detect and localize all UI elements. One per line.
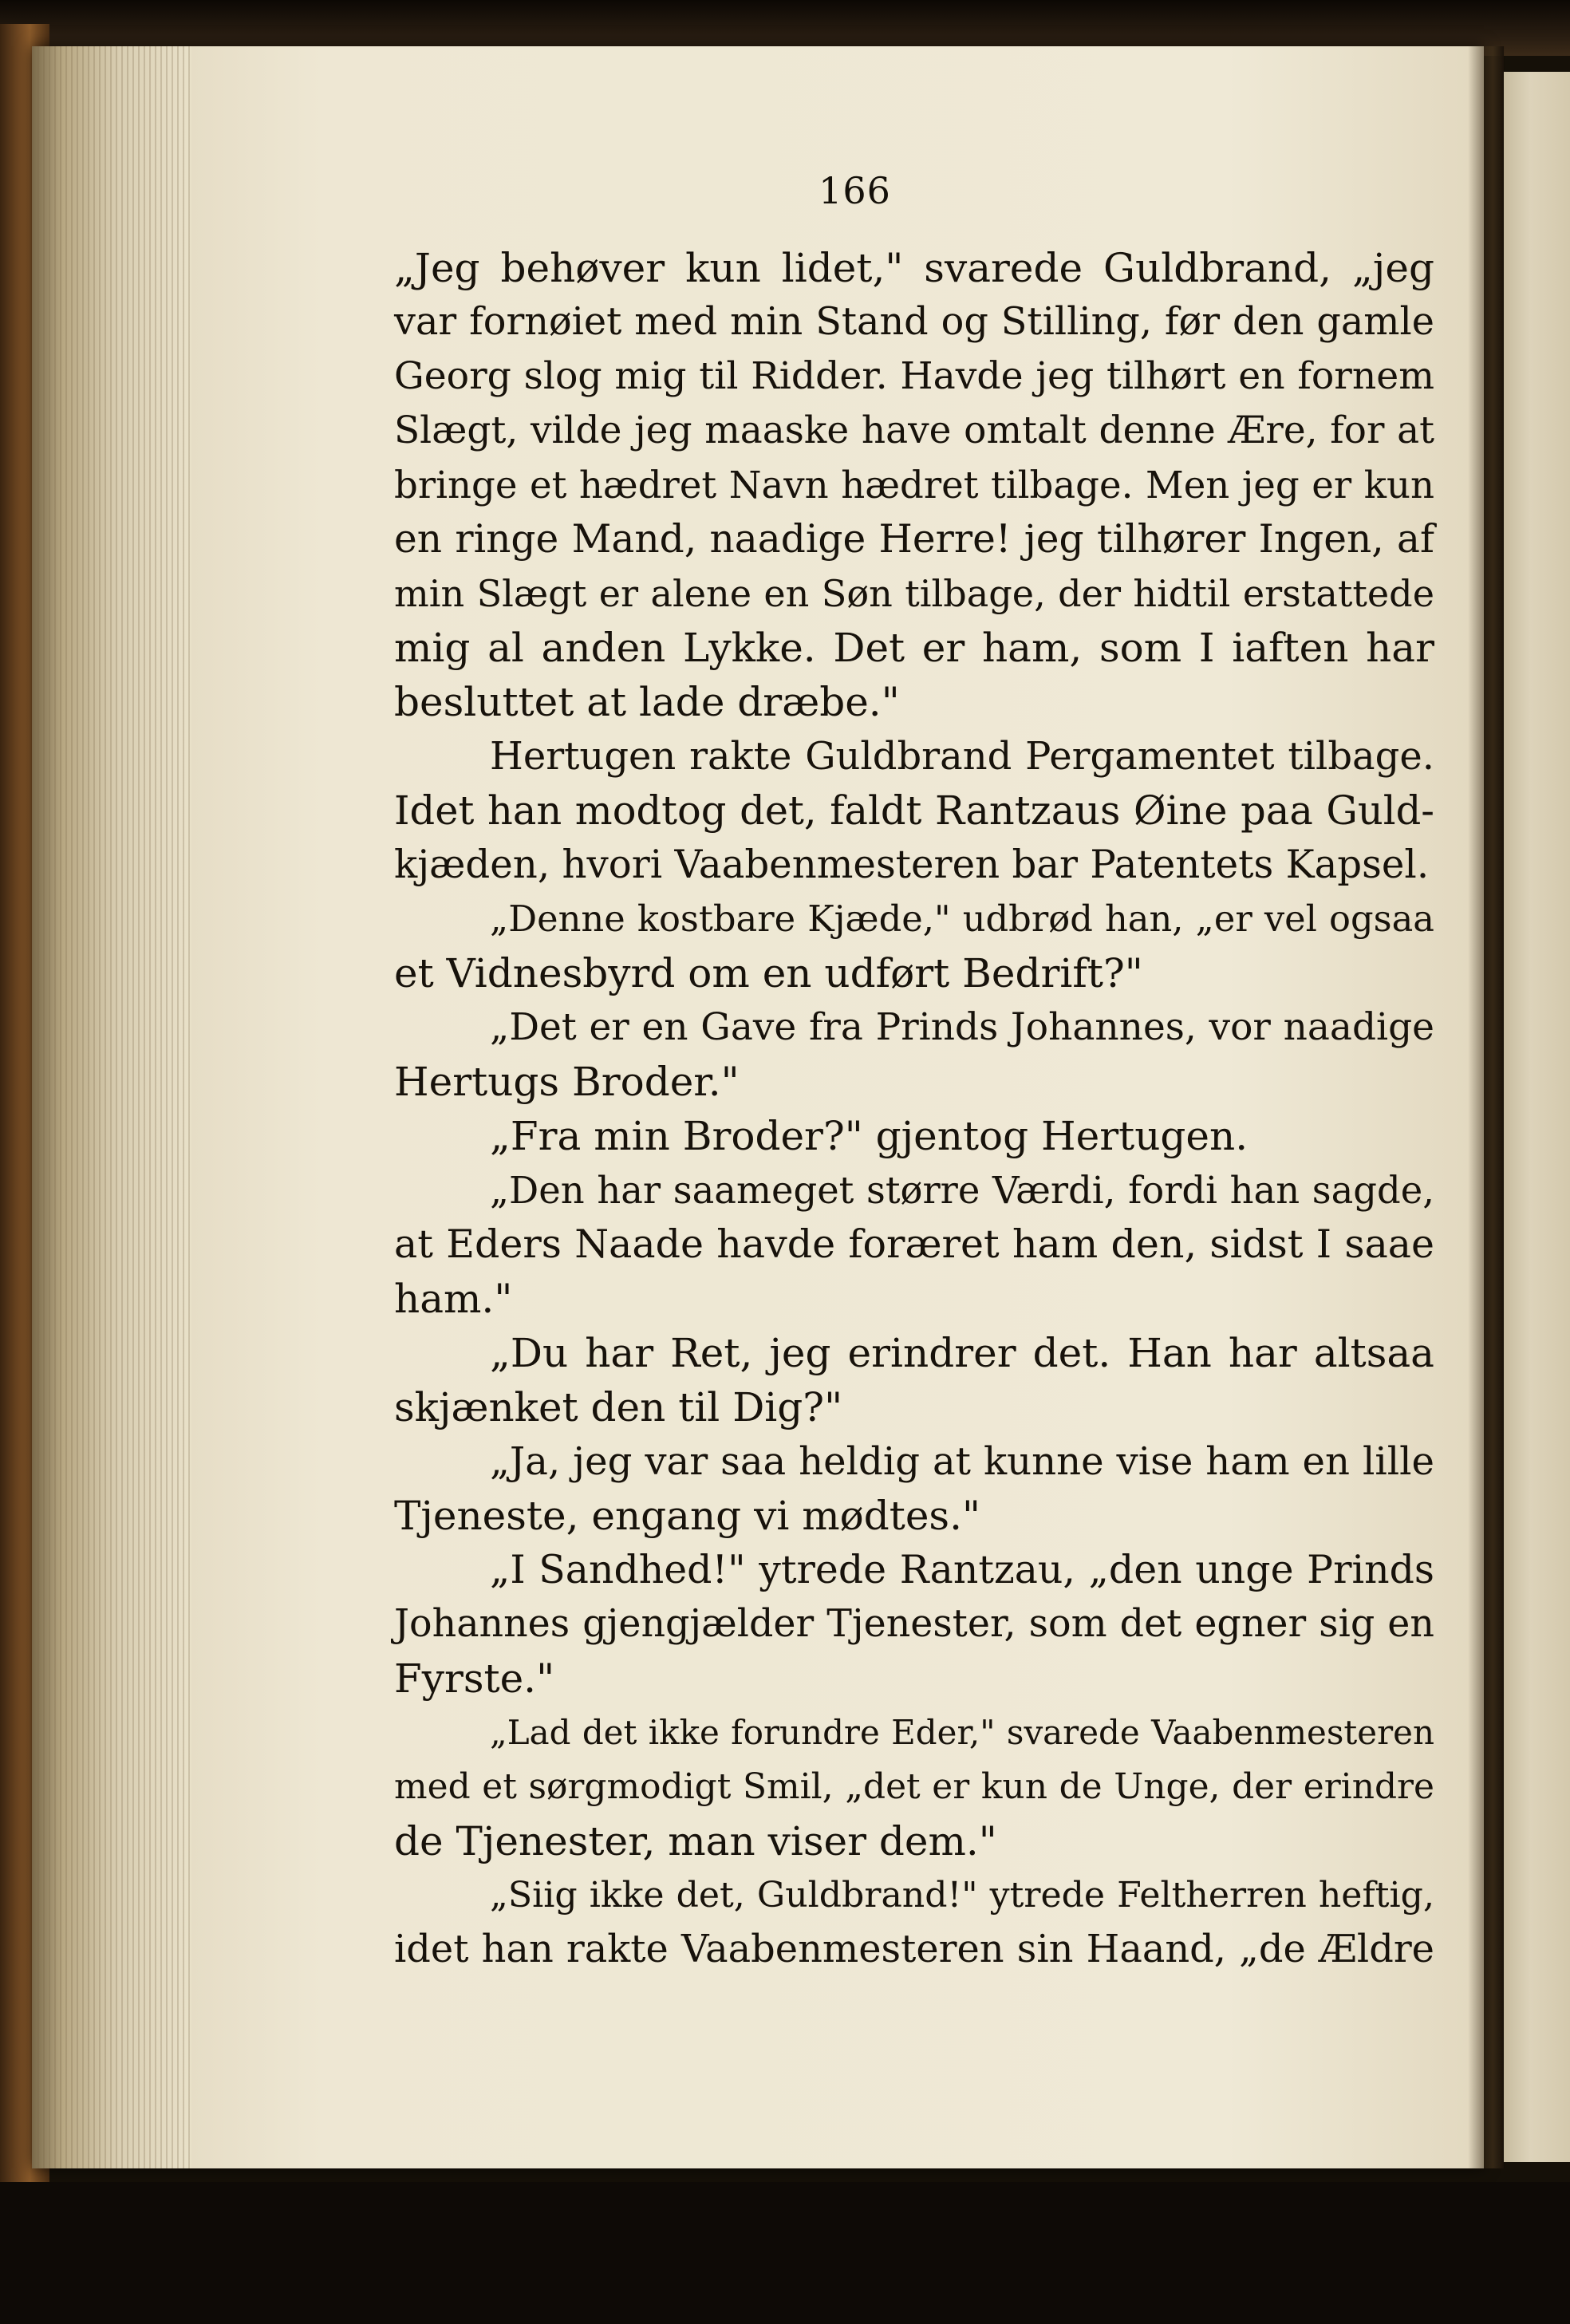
text-line: var fornøiet med min Stand og Stilling, før den gamle xyxy=(394,300,1434,344)
text-line: „Den har saameget større Værdi, fordi han sagde, xyxy=(490,1169,1434,1212)
text-line: de Tjenester, man viser dem." xyxy=(394,1818,997,1864)
text-line: „I Sandhed!" ytrede Rantzau, „den unge Prinds xyxy=(490,1547,1434,1592)
book-gutter xyxy=(1468,46,1504,2168)
text-line: Hertugs Broder." xyxy=(394,1059,740,1105)
page-number: 166 xyxy=(819,169,891,212)
text-line: „Fra min Broder?" gjentog Hertugen. xyxy=(490,1113,1249,1159)
text-line: skjænket den til Dig?" xyxy=(394,1384,843,1430)
text-line: „Siig ikke det, Guldbrand!" ytrede Feltherren heftig, xyxy=(490,1875,1434,1916)
text-line: „Jeg behøver kun lidet," svarede Guldbrand, „jeg xyxy=(394,245,1434,291)
book-bottom-shadow xyxy=(0,2182,1570,2324)
text-line: at Eders Naade havde foræret ham den, sidst I saae xyxy=(394,1221,1434,1267)
text-line: med et sørgmodigt Smil, „det er kun de Unge, der erindre xyxy=(394,1766,1434,1807)
text-line: Idet han modtog det, faldt Rantzaus Øine paa Guld- xyxy=(394,787,1434,834)
text-line: Fyrste." xyxy=(394,1655,555,1702)
text-line: mig al anden Lykke. Det er ham, som I iaften har xyxy=(394,625,1434,671)
text-line: „Det er en Gave fra Prinds Johannes, vor naadige xyxy=(490,1005,1434,1049)
text-line: kjæden, hvori Vaabenmesteren bar Patentets Kapsel. xyxy=(394,842,1430,887)
text-line: besluttet at lade dræbe." xyxy=(394,679,900,725)
text-line: Slægt, vilde jeg maaske have omtalt denne Ære, for at xyxy=(394,408,1434,452)
page-text xyxy=(394,241,1434,1977)
text-line: „Ja, jeg var saa heldig at kunne vise ham en lille xyxy=(490,1439,1434,1484)
text-line: „Du har Ret, jeg erindrer det. Han har altsaa xyxy=(490,1330,1434,1376)
text-line: Tjeneste, engang vi mødtes." xyxy=(394,1493,980,1539)
page-edges xyxy=(32,46,191,2168)
text-line: en ringe Mand, naadige Herre! jeg tilhører Ingen, af xyxy=(394,517,1434,562)
text-line: idet han rakte Vaabenmesteren sin Haand, „de Ældre xyxy=(394,1927,1434,1971)
text-line: Johannes gjengjælder Tjenester, som det egner sig en xyxy=(394,1602,1434,1646)
text-line: ham." xyxy=(394,1276,513,1322)
text-line: Georg slog mig til Ridder. Havde jeg tilhørt en fornem xyxy=(394,354,1434,398)
text-line: bringe et hædret Navn hædret tilbage. Men jeg er kun xyxy=(394,464,1434,507)
text-line: „Denne kostbare Kjæde," udbrød han, „er vel ogsaa xyxy=(490,898,1434,940)
text-line: min Slægt er alene en Søn tilbage, der hidtil erstattede xyxy=(394,572,1434,615)
facing-page-edge xyxy=(1504,72,1570,2162)
text-line: et Vidnesbyrd om en udført Bedrift?" xyxy=(394,950,1143,996)
text-line: Hertugen rakte Guldbrand Pergamentet tilbage. xyxy=(490,734,1434,779)
text-line: „Lad det ikke forundre Eder," svarede Vaabenmesteren xyxy=(490,1713,1434,1752)
